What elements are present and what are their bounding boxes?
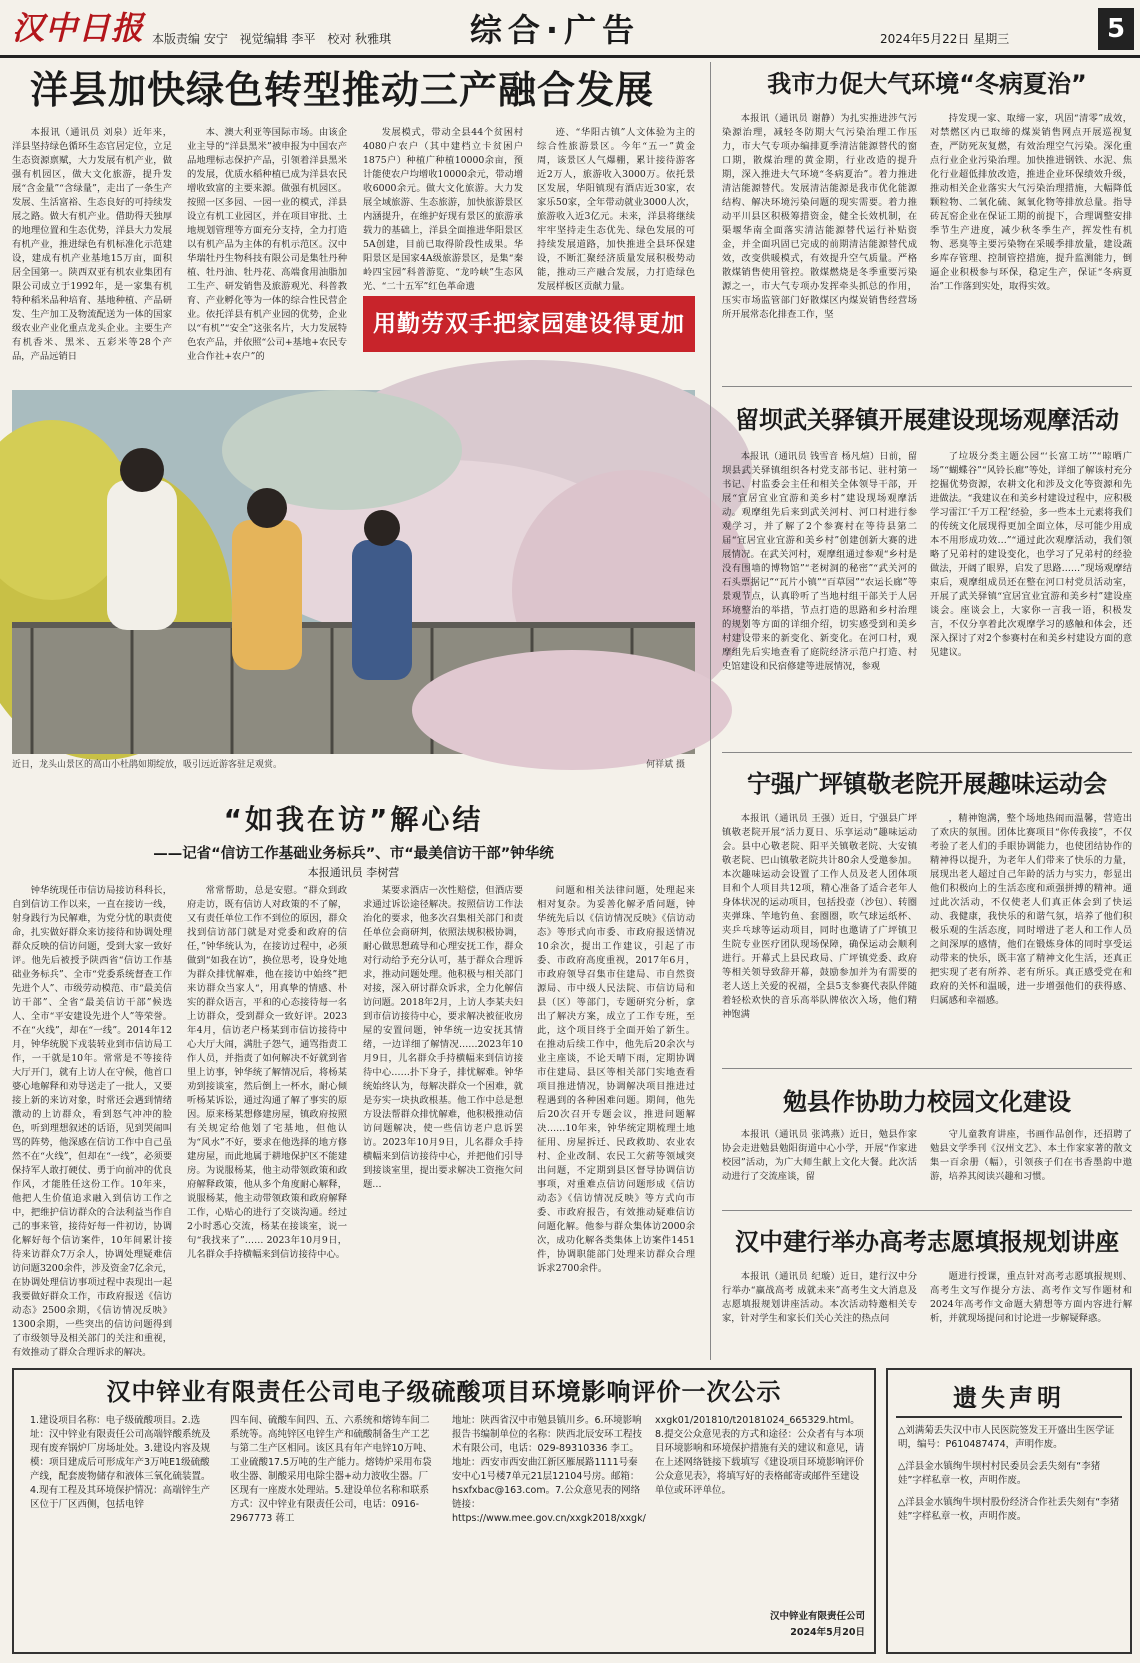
feature-column-4 (537, 884, 695, 1346)
lost-notice-title: 遗失声明 (953, 1384, 1065, 1412)
gaokao-text-1: 本报讯（通讯员 纪璇）近日，建行汉中分行举办“赢战高考 成就未来”高考生文大消息及志愿填报规划讲座活动。本次活动特邀相关专家，针对学生和家长们关心关注的热点问 (722, 1271, 917, 1324)
ad-signature: 汉中锌业有限责任公司 (769, 1611, 865, 1622)
lost-item: △洋县金水镇绚牛坝村村民委员会丢失刻有“李猪娃”字样私章一枚，声明作废。 (898, 1461, 1101, 1486)
lost-title-rule (896, 1416, 1122, 1418)
caption-text: 近日，龙头山景区的高山小杜鹃如期绽放，吸引远近游客驻足观赏。 (12, 760, 283, 770)
section-title: 综合·广告 (469, 11, 641, 49)
mianxian-text-1: 本报讯（通讯员 张鸿燕）近日，勉县作家协会走进勉县勉阳街道中心小学，开展“作家进校园”活动，为广大师生献上文化大餐。此次活动进行了交流座谈，留 (722, 1129, 917, 1182)
feature-headline: “如我在访”解心结 (223, 803, 484, 836)
ad-column-4: xxgk01/201810/t20181024_665329.html。8.提交公众意见表的方式和途径：公众者有与本项目环境影响和环境保护措施有关的建议和意见，请在上述网络链接下载填写《建设项目环境影响评价公众意见表》，将填写好的表格邮寄或邮件至建设单位或环评单位。 (655, 1415, 865, 1496)
ningqiang-headline: 宁强广坪镇敬老院开展趣味运动会 (747, 770, 1107, 798)
photo-credit: 何祥斌 摄 (646, 760, 685, 770)
mianxian-headline: 勉县作协助力校园文化建设 (783, 1088, 1071, 1116)
feature-column-2 (187, 884, 347, 1346)
liuba-column-2 (930, 450, 1132, 732)
feature-subtitle: ——记省“信访工作基础业务标兵”、市“最美信访干部”钟华统 (153, 846, 554, 862)
winter-column-1 (722, 112, 917, 370)
page-number: 5 (1098, 8, 1134, 50)
ad-notice-title: 汉中锌业有限责任公司电子级硫酸项目环境影响评价一次公示 (106, 1378, 782, 1406)
mianxian-column-1 (722, 1128, 917, 1198)
lead-text-2: 本、澳大利亚等国际市场。由该企业主导的“洋县黑米”被申报为中国农产品地理标志保护产品，引领着洋县黑米的发展，优质水稻种植已成为洋县农民增收致富的主要来源。做强有机园区。按照一区多园、一园一业的模式，洋县设立有机工业园区，并在项目审批、土地规划管理等方面充分支持，全力打造以有机产品为主体的有机示范区。汉中华瑞牡丹生物科技有限公司是集牡丹种植、牡丹油、牡丹花、高端食用油脂加工生产、研发销售及旅游观光、科普教育、产业孵化等为一体的综合性民营企业。依托洋县有机产业园的优势，企业以“有机”“安全”这张名片，大力发展特色农产品，并依照“公司+基地+农民专业合作社+农户”的 (187, 127, 347, 362)
ningqiang-column-1 (722, 812, 917, 1050)
feature-byline: 本报通讯员 李树营 (307, 866, 400, 879)
lead-column-2 (187, 126, 347, 362)
liuba-headline: 留坝武关驿镇开展建设现场观摩活动 (735, 406, 1119, 434)
divider-3 (722, 1068, 1132, 1069)
gaokao-column-2 (930, 1270, 1132, 1346)
news-photo (12, 390, 695, 754)
divider-1 (722, 386, 1132, 387)
divider-4 (722, 1210, 1132, 1211)
mianxian-column-2 (930, 1128, 1132, 1198)
azalea-viewing-photo (12, 390, 695, 754)
winter-column-2 (930, 112, 1132, 370)
liuba-text-2: 了垃圾分类主题公园“‘长富工坊’”“晾晒广场”“蝴蝶谷”“风铃长廊”等处，详细了解该村充分挖掘优势资源，农耕文化和涉及文化等资源和先进做法。“我建议在和美乡村建设过程中，应积极学习雷江‘千万工程’经验，多一些本土元素将我们的传统文化展现得更加全面立体，尽可能少用成本不用形成功效…”“通过此次观摩活动，我们领略了兄弟村的建设变化，也学习了兄弟村的经验做法，开阔了眼界，启发了思路……”现场观摩结束后，观摩组成员还在整在河口村党员活动室，开展了武关驿镇“宜居宜业宜游和美乡村”建设座谈会。座谈会上，大家你一言我一语，积极发言，不仅分享着此次观摩学习的感触和体会，还深入探讨了对2个参赛村在和美乡村建设方面的意见建议。 (930, 451, 1132, 658)
liuba-text-1: 本报讯（通讯员 钱雪音 杨凡煊）日前，留坝县武关驿镇组织各村党支部书记、驻村第一书记、村监委会主任和相关全体领导干部，开展“宜居宜业宜游和美乡村”建设现场观摩活动。观摩组先后来到武关河村、河口村进行参观学习，并了解了2个参赛村在等待县第二届“宜居宜业宜游和美乡村”创建创新大赛的进展情况。在武关河村，观摩组通过参观“乡村是没有围墙的博物馆”“老树洞的秘密”“武关河的石头票据记”“瓦片小镇”“百草园”“农运长廊”等景观节点，认真聆听了当地村组干部关于人居环境整治的举措，节点打造的思路和乡村治理的规划等方面的详细介绍，切实感受到和美乡村建设带来的新变化、新变化。在河口村，观摩组先后实地查看了庭院经济示范户打造、村史馆建设和民宿修建等进展情况，参观 (722, 451, 917, 672)
newspaper-logo: 汉中日报 (12, 9, 145, 47)
lead-text-4: 迹、“华阳古镇”人文体验为主的综合性旅游景区。今年“五一”黄金周，该景区人气爆棚，累计接待游客近2万人，旅游收入3000万。依托景区发展，华阳镇现有酒店近30家，农家乐50家，全年带动就业3000人次，旅游收入近3亿元。未来，洋县将继续牢牢坚持走生态优先、绿色发展的可持续发展道路，加快推进全县环保建设，不断汇聚经济质量发展积极势动能，推动三产融合发展，力打造绿色发展样板区贡献力量。 (537, 127, 695, 292)
ad-column-2: 四车间、硫酸车间四、五、六系统和熔铸车间二系统等。高纯锌区电锌生产和硫酸制备生产工艺与第二生产区相同。该区具有年产电锌10万吨、工业硫酸17.5万吨的生产能力。熔铸炉采用布袋收尘器、制酸采用电除尘器+动力波收尘器。厂区现有一座废水处理站。5.建设单位名称和联系方式：汉中锌业有限责任公司，电话：0916-2967773 蒋工 (230, 1415, 433, 1524)
mianxian-text-2: 守儿童教育讲座，书画作品创作，还招聘了勉县文学季刊《汉州文艺》、本土作家家著的散文集一百余册（幅），引领孩子们在书香墨韵中遨游，培养其阅读兴趣和习惯。 (930, 1129, 1132, 1182)
winter-text-1: 本报讯（通讯员 谢静）为扎实推进涉气污染源治理，减轻冬防期大气污染治理工作压力，市大气专项办编排夏季清洁能源替代的窗口期，散煤治理的黄金期，行业改造的提升期，深入推进大气环境“冬病夏治”。着力推进清洁能源替代。发展清洁能源是我市优化能源结构、解决环境污染问题的现实需要。着力推动平川县区积极筹措资金，健全长效机制，在渠堰华南全面落实清洁能源替代运行补贴资金，并全面巩固已完成的前期清洁能源替代成效，改变供暖模式，有效提升空气质量。严格散煤销售使用管控。散煤燃烧是冬季重要污染源之一，市大气专项办发挥牵头抓总的作用，压实市场监管部门好散煤区内煤炭销售经营场所开展常态化排查工作，坚 (722, 113, 917, 320)
staff-credits (152, 30, 399, 47)
gaokao-text-2: 题进行授课，重点针对高考志愿填报规则、高考生文写作提分方法、高考作文写作题材和2024年高考作文命题大猜想等方面内容进行解析，并就现场提问和讨论进一步解疑释惑。 (930, 1271, 1132, 1324)
feature-column-1 (12, 884, 172, 1358)
winter-text-2: 持发现一家、取缔一家，巩固“清零”成效，对禁燃区内已取缔的煤炭销售网点开展巡视复查，严防死灰复燃，有效治理空气污染。深化重点行业企业污染治理。加快推进钢铁、水泥、焦化行业超低排放改造，推进企业环保绩效升级，推动相关企业落实大气污染治理措施，大幅降低颗粒物、二氧化硫、氮氧化物等排放总量。指导砖瓦窑企业在保证工期的前提下，合理调整安排季节生产进度，减少秋冬季生产，挥发性有机物、恶臭等主要污染物在采暖季排放量，建设蔬乡库存管理、控制管控措施，提升监测能力，倒逼企业积极参与环保，稳定生产，保证“冬病夏治”工作落到实处，取得实效。 (930, 113, 1132, 292)
staff-proof: 校对 秋雅琪 (327, 32, 392, 46)
feature-text-2: 常常帮助，总是安慰。“群众到政府走访，既有信访人对政策的不了解，又有责任单位工作不到位的原因，群众找到信访部门就是对党委和政府的信任，”钟华统认为，在接访过程中，必须做到“如我在访”，换位思考，设身处地为群众排忧解难，他在接访中始终”把来访群众当家人“，用真挚的情感、朴实的群众语言，平和的心态接待每一名上访群众，受到群众一致好评。2023年4月，信访老户杨某到市信访接待中心大厅大闹，满肚子怨气，通骂指责工作人员，并指责了如何解决不好就到省里上访事，钟华统了解情况后，将杨某劝到接谈室，然后倒上一杯水，耐心倾听杨某诉讼，通过沟通了解了事实的原因。原来杨某想修建房屋，镇政府按照有关规定给他划了宅基地，但他认为“风水”不好，要求在他选择的地方修建房屋，而此地属于耕地保护区不能建房。为说服杨某，他主动带领政策和政府解释政策，他从多个角度耐心解释，说服杨某，他主动带领政策和政府解释工作，心贴心的进行了交谈沟通。经过2小时悉心交流，杨某在接谈室，说一句“我找来了”…… 2023年10月9日，儿名群众手持横幅来到信访接待中心。 (187, 885, 347, 1260)
lead-column-1 (12, 126, 172, 362)
ningqiang-column-2 (930, 812, 1132, 1050)
liuba-column-1 (722, 450, 917, 732)
column-divider (710, 62, 711, 1360)
slogan-banner: 用勤劳双手把家园建设得更加 (363, 296, 695, 352)
divider-2 (722, 752, 1132, 753)
ad-column-1: 1.建设项目名称：电子级硫酸项目。2.选址：汉中锌业有限责任公司高端锌酸系统及现有废弃锅炉厂房场址处。3.建设内容及规模：项目建成后可形成年产3万吨E1级硫酸产线，配套废物储存和液体三氧化硫装置。4.现有工程及其环境保护情况：高端锌生产区位于厂区西侧，包括电锌 (30, 1415, 211, 1510)
winter-headline: 我市力促大气环境“冬病夏治” (767, 70, 1087, 98)
feature-text-4: 问题和相关法律问题，处理起来相对复杂。为妥善化解矛盾问题，钟华统先后以《信访情况反映》《信访动态》等形式向市委、市政府报送情况10余次，提出工作建议，引起了市委、市政府高度重视，2017年6月，市政府领导召集市住建局、市自然资源局、市中级人民法院、市信访局和县（区）等部门，专题研究分析，拿出了解决方案，成立了工作专班，至此，这个项目终于全面开始了新生。在推动后续工作中，他先后20余次与业主座谈，不论天晴下雨，定期协调市住建局、县区等相关部门实地查看项目推进情况，协调解决项目推进过程遇到的各种困难问题。期间，他先后20次召开专题会议，推进问题解决……10年来，钟华统定期梳理土地征用、房屋拆迁、民政救助、农业农村、企业改制、农民工欠薪等领域突出问题，不定期到县区督导协调信访事项，对重难点信访问题形成《信访动态》《信访情况反映》等方式向市委、市政府报告，有效推动疑难信访问题化解。他参与群众集体访2000余次，成功化解各类集体上访案件1451件，协调职能部门处理来访群众合理诉求2700余件。 (537, 885, 695, 1274)
gaokao-headline: 汉中建行举办高考志愿填报规划讲座 (735, 1228, 1119, 1256)
lead-text-3: 发展模式，带动全县44个贫困村4080户农户（其中建档立卡贫困户1875户）种植广种植10000余亩，预计能使农户均增收10000余元，带动增收6000余元。做大文化旅游。大力发展全域旅游、生态旅游，加快旅游景区内涵提升，在维护好现有景区的旅游承载力的基础上，洋县全面推进华阳景区5A创建，目前已取得阶段性成果。华阳景区是国家4A级旅游景区，是集“秦岭四宝园”科普游览、“龙吟峡”生态风光、“二十五军”红色革命遗 (363, 127, 523, 292)
staff-editor: 本版责编 安宁 (152, 32, 228, 46)
lost-item: △洋县金水镇绚牛坝村股份经济合作社丢失刻有“李猪娃”字样私章一枚，声明作废。 (898, 1497, 1120, 1522)
ad-column-3: 地址：陕西省汉中市勉县镇川乡。6.环境影响报告书编制单位的名称：陕西北辰安环工程技术有限公司，电话：029-89310336 李工。地址：西安市西安曲江新区雁展路1111号秦安中心1号楼7单元21层12104号房。邮箱：hsxfxbac@163.com。7.公众意见表的网络链接：https://www.mee.gov.cn/xxgk2018/xxgk/ (452, 1415, 646, 1524)
gaokao-column-1 (722, 1270, 917, 1346)
ad-signature-date: 2024年5月20日 (790, 1627, 865, 1638)
issue-date: 2024年5月22日 星期三 (880, 32, 1010, 46)
feature-text-1: 钟华统现任市信访局接访科科长，自到信访工作以来，一直在接访一线，射身践行为民解难，为党分忧的职责使命，扎实做好群众来访接待和协调处理群众反映的信访问题，受到大家一致好评。他先后被授予陕西省“信访工作基础业务标兵”、全市“党委系统督查工作先进个人”、市级劳动模范、市“最美信访干部”、全省“最美信访干部”候选人、全市“平安建设先进个人”等荣誉。不在“火线”，却在“一线”。2014年12月，钟华统脱下戎装转业到市信访局工作，一干就是10年。常常是不等接待大厅开门，就有上访人在守候，他首口婆心地解释和劝导送走了一批人，又要接上新的来访对象，时常还会遇到情绪激动的上访群众，看到怒气冲冲的脸色，听到理想叙述的话语，见到哭闹叫骂的阵势，他深感在信访工作中自己虽然不在“火线”，但却在“一线”，必须要保持军人敢打硬仗、勇于向前冲的优良作风，才能胜任这份工作。10年来，他把人生价值追求融入到信访工作之中，把维护信访群众的合法利益当作自己的事来管，接待好每一件初访，协调化解好每个信访案件，10年间累计接待来访群众7万余人，协调处理疑难信访问题3200余件，涉及资金7亿余元，在协调处理信访事项过程中表现出一起我要做好群众工作，市政府报送《信访动态》2500余期，《信访情况反映》1300余期，一些突出的信访问题得到了市级领导及相关部门的关注和重视，有效推动了群众合理诉求的解决。 (12, 885, 172, 1358)
lead-headline: 洋县加快绿色转型推动三产融合发展 (30, 68, 655, 112)
lead-column-3 (363, 126, 523, 294)
lead-text-1: 本报讯（通讯员 刘泉）近年来，洋县坚持绿色循环生态官居定位，立足生态资源禀赋，大力发展有机产业，做强有机园区，做大文化旅游，提升发展“含金量”“含绿量”，走出了一条生产发展、生活富裕、生态良好的可持续发展之路。做大有机产业。借助得天独厚的地理位置和生态优势，洋县大力发展有机产业，推进绿色有机标准化示范建设，建成有机产业基地15万亩，面积居全国第一。陕西双亚有机农业集团有限公司成立于1992年，是一家集有机特种稻米品种培育、基地种植、产品研发、生产加工及物流配送为一体的国家级农业产业化重点龙头企业。主要生产有机香米、黑米、五彩米等28个产品，产品远销日 (12, 127, 172, 362)
lead-column-4 (537, 126, 695, 294)
feature-column-3 (363, 884, 523, 1346)
lost-item: △刘满菊丢失汉中市人民医院签发王开盛出生医学证明，编号：P610487474，声明作废。 (898, 1425, 1115, 1450)
ningqiang-text-1: 本报讯（通讯员 王强）近日，宁强县广坪镇敬老院开展“活力夏日、乐享运动”趣味运动会。县中心敬老院、阳平关镇敬老院、大安镇敬老院、巴山镇敬老院共计80余人受邀参加。本次趣味运动会设置了工作人员及老人团体项目和个人项目共12项，精心准备了适合老年人身体状况的运动项目，包括投壶（沙包）、转圈夹弹珠、竿地钓鱼、套圈圈，吹气球运纸杯、夹乒乓球等运动项目，同时也邀请了广坪镇卫生院专业医疗团队现场保障，确保运动会顺利进行。开幕式上县民政局、广坪镇党委、政府等相关领导致辞开幕，鼓励参加并为有需要的老人送上关爱的祝福，全县5支参赛代表队伴随着轻松欢快的音乐高举队牌依次入场，他们精神饱满 (722, 813, 917, 1020)
photo-caption (12, 757, 695, 770)
staff-visual: 视觉编辑 李平 (239, 32, 316, 46)
feature-text-3: 某要求酒店一次性赔偿，但酒店要求通过诉讼途径解决。按照信访工作法治化的要求，他多次召集相关部门和责任单位会商研判，依照法规积极协调，耐心做思想疏导和心理安抚工作，群众对行动给予充分认可，基于群众合理诉求，推动问题处理。他积极与相关部门对接，深入研讨群众诉求，全力化解信访问题。2018年2月，上访人李某夫妇到市信访接待中心，要求解决被征收房屋的安置问题，钟华统一边安抚其情绪，一边详细了解情况……2023年10月9日，儿名群众手持横幅来到信访接待中心……扑下身子，排忧解难。钟华统始终认为，每解决群众一个困难，就是夯实一块执政根基。他工作中总是想方设法帮群众排忧解难，他积极推动信访问题解决，使一些信访老户息诉罢访。2023年10月9日，儿名群众手持横幅来到信访接待中心，并把他们引导到接谈室里，提出要求解决工资拖欠问题… (363, 885, 523, 1190)
lost-notice-list (898, 1424, 1122, 1646)
ningqiang-text-2: ，精神饱满，整个场地热闹而温馨，营造出了欢庆的氛围。团体比赛项目“你传我接”，不仅考验了老人们的手眼协调能力，也使团结协作的精神得以提升，为老年人们带来了快乐的力量，展现出老人超过自己年龄的活力与实力，彰显出他们积极向上的生活态度和顽强拼搏的精神。通过此次活动，不仅使老人们真正体会到了快运动、我健康，我快乐的和谐气氛，培养了他们积极乐观的生活态度，同时增进了老人和工作人员之间深厚的感情，他们在锻炼身体的同时享受运动带来的快乐，既丰富了精神文化生活，还真正把实现了老有所养、老有所乐。真正感受党在和政府的关怀和温暖，进一步增强他们的获得感、归属感和幸福感。 (930, 813, 1132, 1006)
